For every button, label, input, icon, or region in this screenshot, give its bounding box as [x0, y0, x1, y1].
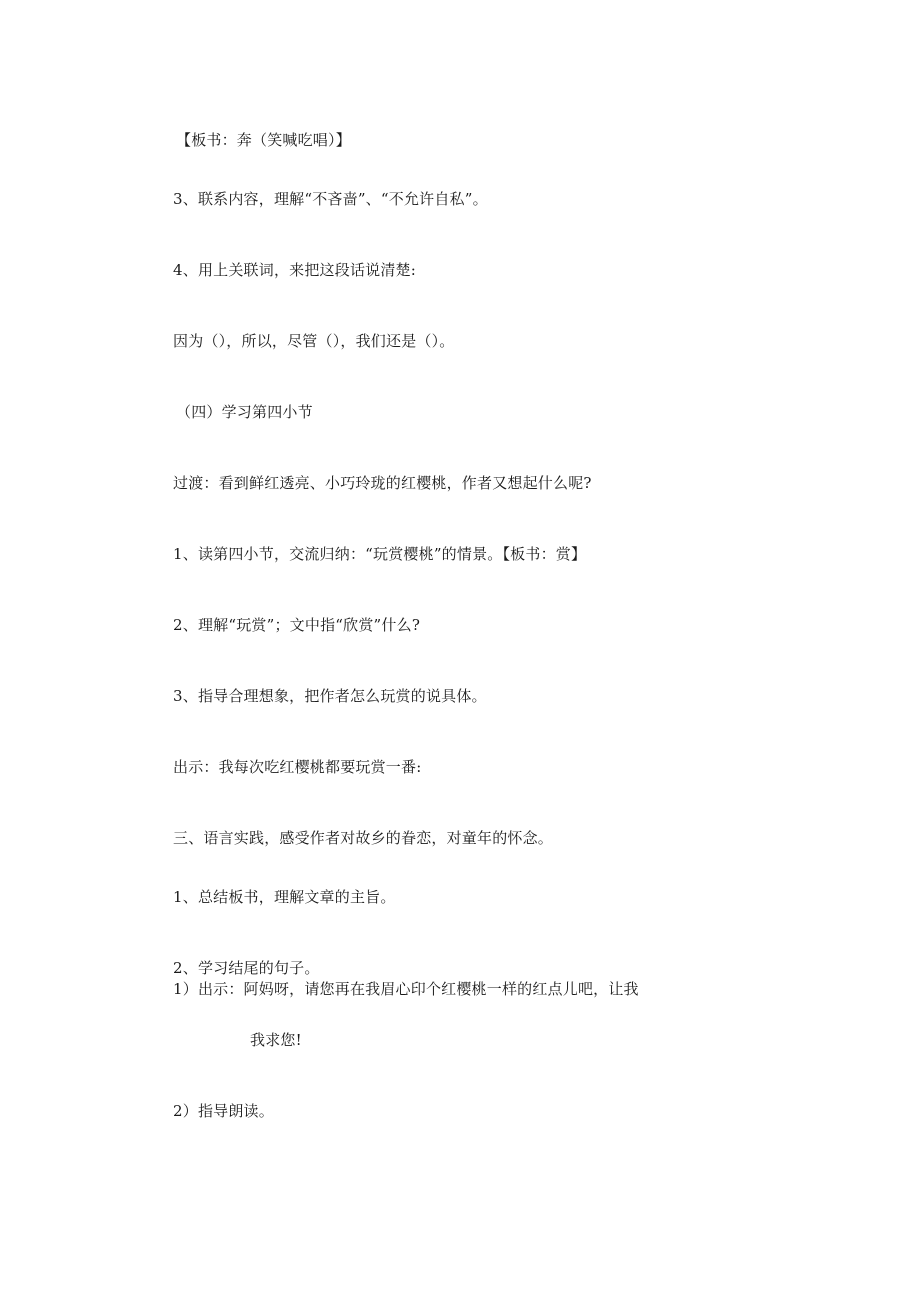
item-3-understand: 3、联系内容，理解“不吝啬”、“不允许自私”。: [173, 190, 488, 208]
section-3-heading: 三、语言实践，感受作者对故乡的眷恋，对童年的怀念。: [173, 829, 554, 847]
item-2-ending: 2、学习结尾的句子。: [173, 959, 320, 977]
conjunction-sentence: 因为（），所以，尽管（），我们还是（）。: [173, 332, 455, 350]
sub-item-2-read-aloud: 2）指导朗读。: [173, 1102, 274, 1120]
display-text: 出示：我每次吃红樱桃都要玩赏一番:: [173, 758, 422, 776]
section-4-heading: （四）学习第四小节: [176, 403, 313, 421]
item-2-understand: 2、理解“玩赏”；文中指“欣赏”什么?: [173, 616, 421, 634]
item-1-read: 1、读第四小节，交流归纳：“玩赏樱桃”的情景。【板书：赏】: [173, 545, 587, 563]
quote-continuation: 我求您!: [250, 1031, 302, 1049]
board-note-ben: 【板书：奔（笑喊吃唱）】: [176, 131, 351, 149]
transition-text: 过渡：看到鲜红透亮、小巧玲珑的红樱桃，作者又想起什么呢?: [173, 474, 592, 492]
item-3-imagine: 3、指导合理想象，把作者怎么玩赏的说具体。: [173, 687, 487, 705]
item-4-conjunctions: 4、用上关联词，来把这段话说清楚:: [173, 261, 416, 279]
sub-item-1-display: 1）出示：阿妈呀，请您再在我眉心印个红樱桃一样的红点儿吧，让我: [173, 980, 639, 998]
item-1-summary: 1、总结板书，理解文章的主旨。: [173, 888, 396, 906]
